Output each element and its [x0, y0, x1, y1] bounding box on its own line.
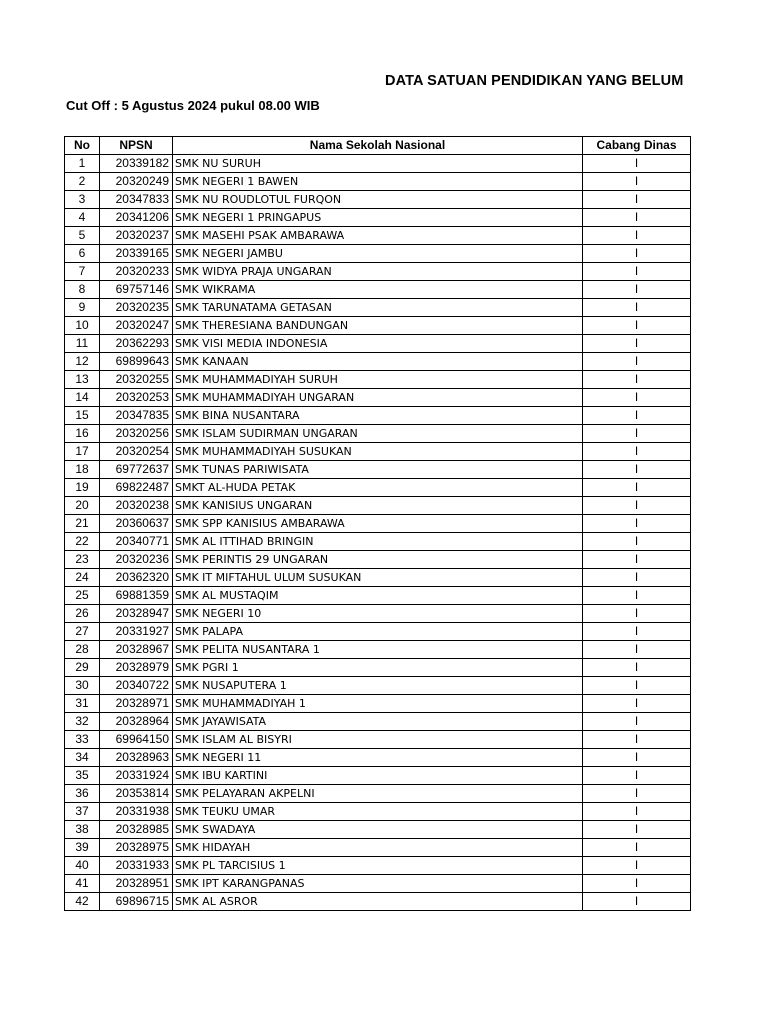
- header-cabang-dinas: Cabang Dinas: [583, 137, 691, 155]
- row-school-name: SMK BINA NUSANTARA: [173, 407, 583, 425]
- row-npsn: 20328967: [100, 641, 173, 659]
- row-school-name: SMK IT MIFTAHUL ULUM SUSUKAN: [173, 569, 583, 587]
- row-cabang-dinas: I: [583, 155, 691, 173]
- row-npsn: 69964150: [100, 731, 173, 749]
- header-npsn: NPSN: [100, 137, 173, 155]
- row-school-name: SMK NEGERI JAMBU: [173, 245, 583, 263]
- row-npsn: 69899643: [100, 353, 173, 371]
- row-cabang-dinas: I: [583, 515, 691, 533]
- row-no: 27: [65, 623, 100, 641]
- table-row: [65, 695, 691, 713]
- row-cabang-dinas: I: [583, 803, 691, 821]
- row-no: 37: [65, 803, 100, 821]
- row-npsn: 20328985: [100, 821, 173, 839]
- row-no: 42: [65, 893, 100, 911]
- row-npsn: 20320254: [100, 443, 173, 461]
- row-npsn: 20320236: [100, 551, 173, 569]
- row-cabang-dinas: I: [583, 569, 691, 587]
- row-school-name: SMK NU SURUH: [173, 155, 583, 173]
- row-cabang-dinas: I: [583, 227, 691, 245]
- table-row: [65, 893, 691, 911]
- table-row: [65, 317, 691, 335]
- row-no: 6: [65, 245, 100, 263]
- row-school-name: SMK IPT KARANGPANAS: [173, 875, 583, 893]
- row-school-name: SMK KANISIUS UNGARAN: [173, 497, 583, 515]
- row-cabang-dinas: I: [583, 713, 691, 731]
- row-no: 20: [65, 497, 100, 515]
- row-cabang-dinas: I: [583, 209, 691, 227]
- row-no: 34: [65, 749, 100, 767]
- row-no: 24: [65, 569, 100, 587]
- row-npsn: 20340771: [100, 533, 173, 551]
- row-npsn: 69757146: [100, 281, 173, 299]
- table-row: [65, 371, 691, 389]
- row-school-name: SMK NUSAPUTERA 1: [173, 677, 583, 695]
- row-cabang-dinas: I: [583, 731, 691, 749]
- row-no: 33: [65, 731, 100, 749]
- row-npsn: 20353814: [100, 785, 173, 803]
- row-no: 3: [65, 191, 100, 209]
- row-school-name: SMK PELITA NUSANTARA 1: [173, 641, 583, 659]
- table-row: [65, 821, 691, 839]
- row-school-name: SMK SWADAYA: [173, 821, 583, 839]
- table-row: [65, 659, 691, 677]
- table-row: [65, 803, 691, 821]
- row-school-name: SMK NEGERI 10: [173, 605, 583, 623]
- row-school-name: SMK WIDYA PRAJA UNGARAN: [173, 263, 583, 281]
- cutoff-note: Cut Off : 5 Agustus 2024 pukul 08.00 WIB: [66, 98, 320, 113]
- row-npsn: 20328964: [100, 713, 173, 731]
- row-cabang-dinas: I: [583, 479, 691, 497]
- row-no: 39: [65, 839, 100, 857]
- row-npsn: 20340722: [100, 677, 173, 695]
- row-cabang-dinas: I: [583, 263, 691, 281]
- schools-table: [64, 136, 691, 911]
- table-row: [65, 335, 691, 353]
- row-cabang-dinas: I: [583, 443, 691, 461]
- row-no: 28: [65, 641, 100, 659]
- row-school-name: SMK PL TARCISIUS 1: [173, 857, 583, 875]
- table-row: [65, 857, 691, 875]
- table-row: [65, 497, 691, 515]
- row-no: 30: [65, 677, 100, 695]
- row-no: 10: [65, 317, 100, 335]
- table-row: [65, 263, 691, 281]
- row-npsn: 20362293: [100, 335, 173, 353]
- row-npsn: 20320237: [100, 227, 173, 245]
- row-no: 4: [65, 209, 100, 227]
- row-cabang-dinas: I: [583, 677, 691, 695]
- table-header-row: [65, 137, 691, 155]
- table-row: [65, 155, 691, 173]
- row-no: 7: [65, 263, 100, 281]
- row-no: 32: [65, 713, 100, 731]
- row-no: 40: [65, 857, 100, 875]
- row-npsn: 20347833: [100, 191, 173, 209]
- row-no: 26: [65, 605, 100, 623]
- table-row: [65, 623, 691, 641]
- row-cabang-dinas: I: [583, 839, 691, 857]
- row-school-name: SMK MUHAMMADIYAH SURUH: [173, 371, 583, 389]
- row-no: 13: [65, 371, 100, 389]
- table-row: [65, 749, 691, 767]
- row-npsn: 20347835: [100, 407, 173, 425]
- row-school-name: SMK WIKRAMA: [173, 281, 583, 299]
- row-cabang-dinas: I: [583, 191, 691, 209]
- row-npsn: 20339165: [100, 245, 173, 263]
- table-row: [65, 443, 691, 461]
- row-cabang-dinas: I: [583, 317, 691, 335]
- row-cabang-dinas: I: [583, 551, 691, 569]
- row-npsn: 69881359: [100, 587, 173, 605]
- row-no: 16: [65, 425, 100, 443]
- row-cabang-dinas: I: [583, 407, 691, 425]
- row-no: 1: [65, 155, 100, 173]
- row-cabang-dinas: I: [583, 389, 691, 407]
- row-npsn: 20328951: [100, 875, 173, 893]
- row-school-name: SMK IBU KARTINI: [173, 767, 583, 785]
- row-npsn: 20360637: [100, 515, 173, 533]
- row-school-name: SMK MUHAMMADIYAH 1: [173, 695, 583, 713]
- row-npsn: 20320238: [100, 497, 173, 515]
- row-no: 41: [65, 875, 100, 893]
- row-cabang-dinas: I: [583, 605, 691, 623]
- row-cabang-dinas: I: [583, 371, 691, 389]
- row-school-name: SMK TEUKU UMAR: [173, 803, 583, 821]
- row-no: 2: [65, 173, 100, 191]
- row-npsn: 20320249: [100, 173, 173, 191]
- row-npsn: 20331924: [100, 767, 173, 785]
- row-npsn: 20328947: [100, 605, 173, 623]
- table-row: [65, 839, 691, 857]
- row-npsn: 69822487: [100, 479, 173, 497]
- row-cabang-dinas: I: [583, 821, 691, 839]
- row-cabang-dinas: I: [583, 785, 691, 803]
- row-cabang-dinas: I: [583, 875, 691, 893]
- table-row: [65, 479, 691, 497]
- row-no: 22: [65, 533, 100, 551]
- row-school-name: SMK AL ITTIHAD BRINGIN: [173, 533, 583, 551]
- row-school-name: SMK SPP KANISIUS AMBARAWA: [173, 515, 583, 533]
- table-row: [65, 209, 691, 227]
- row-no: 18: [65, 461, 100, 479]
- row-school-name: SMK PERINTIS 29 UNGARAN: [173, 551, 583, 569]
- table-row: [65, 191, 691, 209]
- row-school-name: SMK NEGERI 11: [173, 749, 583, 767]
- row-cabang-dinas: I: [583, 749, 691, 767]
- row-npsn: 69896715: [100, 893, 173, 911]
- table-row: [65, 551, 691, 569]
- row-npsn: 20320256: [100, 425, 173, 443]
- row-no: 35: [65, 767, 100, 785]
- row-cabang-dinas: I: [583, 335, 691, 353]
- row-cabang-dinas: I: [583, 641, 691, 659]
- row-cabang-dinas: I: [583, 299, 691, 317]
- row-cabang-dinas: I: [583, 767, 691, 785]
- row-npsn: 20362320: [100, 569, 173, 587]
- table-row: [65, 227, 691, 245]
- row-school-name: SMK NEGERI 1 BAWEN: [173, 173, 583, 191]
- row-no: 8: [65, 281, 100, 299]
- row-cabang-dinas: I: [583, 173, 691, 191]
- row-npsn: 20320247: [100, 317, 173, 335]
- row-school-name: SMK ISLAM SUDIRMAN UNGARAN: [173, 425, 583, 443]
- document-title: DATA SATUAN PENDIDIKAN YANG BELUM: [385, 73, 684, 89]
- row-school-name: SMK NEGERI 1 PRINGAPUS: [173, 209, 583, 227]
- row-no: 31: [65, 695, 100, 713]
- row-npsn: 20320253: [100, 389, 173, 407]
- row-no: 12: [65, 353, 100, 371]
- row-npsn: 20328975: [100, 839, 173, 857]
- row-npsn: 20320233: [100, 263, 173, 281]
- table-row: [65, 425, 691, 443]
- row-cabang-dinas: I: [583, 893, 691, 911]
- table-row: [65, 281, 691, 299]
- row-no: 23: [65, 551, 100, 569]
- table-row: [65, 389, 691, 407]
- row-npsn: 69772637: [100, 461, 173, 479]
- table-row: [65, 731, 691, 749]
- table-row: [65, 677, 691, 695]
- row-school-name: SMK PALAPA: [173, 623, 583, 641]
- row-cabang-dinas: I: [583, 623, 691, 641]
- row-no: 11: [65, 335, 100, 353]
- row-no: 36: [65, 785, 100, 803]
- table-row: [65, 875, 691, 893]
- row-no: 17: [65, 443, 100, 461]
- row-school-name: SMK TARUNATAMA GETASAN: [173, 299, 583, 317]
- table-row: [65, 605, 691, 623]
- row-no: 14: [65, 389, 100, 407]
- table-row: [65, 407, 691, 425]
- table-row: [65, 533, 691, 551]
- row-school-name: SMK TUNAS PARIWISATA: [173, 461, 583, 479]
- row-school-name: SMK ISLAM AL BISYRI: [173, 731, 583, 749]
- header-nama-sekolah: Nama Sekolah Nasional: [173, 137, 583, 155]
- row-npsn: 20331933: [100, 857, 173, 875]
- table-row: [65, 299, 691, 317]
- row-school-name: SMK MUHAMMADIYAH UNGARAN: [173, 389, 583, 407]
- row-npsn: 20328971: [100, 695, 173, 713]
- table-row: [65, 515, 691, 533]
- row-cabang-dinas: I: [583, 461, 691, 479]
- row-cabang-dinas: I: [583, 695, 691, 713]
- row-no: 21: [65, 515, 100, 533]
- row-cabang-dinas: I: [583, 533, 691, 551]
- row-school-name: SMK KANAAN: [173, 353, 583, 371]
- row-school-name: SMK VISI MEDIA INDONESIA: [173, 335, 583, 353]
- row-no: 29: [65, 659, 100, 677]
- row-no: 38: [65, 821, 100, 839]
- row-npsn: 20328979: [100, 659, 173, 677]
- row-npsn: 20341206: [100, 209, 173, 227]
- row-school-name: SMK NU ROUDLOTUL FURQON: [173, 191, 583, 209]
- row-school-name: SMK PGRI 1: [173, 659, 583, 677]
- row-npsn: 20320235: [100, 299, 173, 317]
- row-no: 15: [65, 407, 100, 425]
- row-npsn: 20331927: [100, 623, 173, 641]
- table-row: [65, 785, 691, 803]
- row-cabang-dinas: I: [583, 425, 691, 443]
- row-school-name: SMK THERESIANA BANDUNGAN: [173, 317, 583, 335]
- row-school-name: SMK JAYAWISATA: [173, 713, 583, 731]
- row-school-name: SMK MASEHI PSAK AMBARAWA: [173, 227, 583, 245]
- header-no: No: [65, 137, 100, 155]
- table-row: [65, 353, 691, 371]
- row-cabang-dinas: I: [583, 857, 691, 875]
- row-no: 9: [65, 299, 100, 317]
- row-cabang-dinas: I: [583, 353, 691, 371]
- row-cabang-dinas: I: [583, 587, 691, 605]
- row-school-name: SMK MUHAMMADIYAH SUSUKAN: [173, 443, 583, 461]
- row-school-name: SMKT AL-HUDA PETAK: [173, 479, 583, 497]
- row-no: 25: [65, 587, 100, 605]
- table-row: [65, 641, 691, 659]
- table-row: [65, 245, 691, 263]
- row-no: 5: [65, 227, 100, 245]
- row-npsn: 20328963: [100, 749, 173, 767]
- row-school-name: SMK AL ASROR: [173, 893, 583, 911]
- row-npsn: 20320255: [100, 371, 173, 389]
- table-row: [65, 767, 691, 785]
- row-cabang-dinas: I: [583, 281, 691, 299]
- row-school-name: SMK HIDAYAH: [173, 839, 583, 857]
- row-school-name: SMK PELAYARAN AKPELNI: [173, 785, 583, 803]
- row-no: 19: [65, 479, 100, 497]
- row-school-name: SMK AL MUSTAQIM: [173, 587, 583, 605]
- table-row: [65, 587, 691, 605]
- row-npsn: 20331938: [100, 803, 173, 821]
- table-row: [65, 569, 691, 587]
- row-cabang-dinas: I: [583, 659, 691, 677]
- row-cabang-dinas: I: [583, 497, 691, 515]
- table-row: [65, 713, 691, 731]
- row-cabang-dinas: I: [583, 245, 691, 263]
- table-row: [65, 173, 691, 191]
- table-row: [65, 461, 691, 479]
- row-npsn: 20339182: [100, 155, 173, 173]
